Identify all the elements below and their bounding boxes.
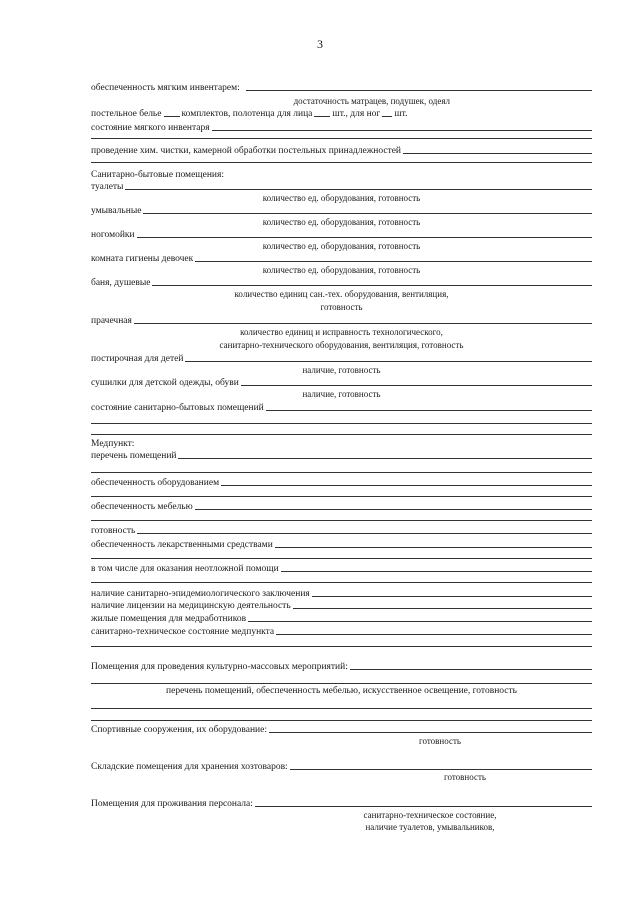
field-kids-laundry[interactable] <box>91 352 592 364</box>
blank-foot-towels[interactable] <box>382 116 392 117</box>
field-med-emergency[interactable] <box>91 562 592 574</box>
label-bedding-c: шт., для ног <box>332 108 381 119</box>
label-dry-clean: проведение хим. чистки, камерной обработки постельных принадлежностей <box>91 145 402 156</box>
caption-culture: перечень помещений, обеспеченность мебелью, искусственное освещение, готовность <box>166 686 517 696</box>
field-drying[interactable] <box>91 376 592 388</box>
label-bedding-a: постельное белье <box>91 108 162 119</box>
label-med-housing: жилые помещения для медработников <box>91 613 247 624</box>
field-storage[interactable] <box>91 760 592 772</box>
field-med-conclusion[interactable] <box>91 587 592 599</box>
field-culture[interactable] <box>91 660 592 672</box>
field-dry-clean[interactable] <box>91 144 592 156</box>
label-bath: баня, душевые <box>91 277 151 288</box>
field-staff[interactable] <box>91 797 592 809</box>
label-med-drugs: обеспеченность лекарственными средствами <box>91 539 273 550</box>
blank-line[interactable] <box>91 683 592 684</box>
caption-laundry-1: количество единиц и исправность технологического, <box>240 327 443 337</box>
section-medical-title <box>91 437 592 449</box>
field-girls-room[interactable] <box>91 252 592 264</box>
caption-staff-1: санитарно-техническое состояние, <box>363 810 497 820</box>
label-med-rooms: перечень помещений <box>91 450 177 461</box>
blank-line[interactable] <box>91 558 592 559</box>
blank-line[interactable] <box>91 520 592 521</box>
label-med-ready: готовность <box>91 525 136 536</box>
label-toilets: туалеты <box>91 181 124 192</box>
label-laundry: прачечная <box>91 315 132 326</box>
caption-bath-2: готовность <box>320 302 363 312</box>
field-sanitary-state[interactable] <box>91 401 592 413</box>
label-soft-inventory: обеспеченность мягким инвентарем: <box>91 82 240 93</box>
label-culture: Помещения для проведения культурно-массовых мероприятий: <box>91 661 348 672</box>
section-sanitary-title <box>91 168 592 180</box>
label-storage: Складские помещения для хранения хозтоваров: <box>91 761 288 772</box>
field-med-drugs[interactable] <box>91 538 592 550</box>
label-medical-title: Медпункт: <box>91 438 135 449</box>
field-laundry[interactable] <box>91 314 592 326</box>
caption-toilets: количество ед. оборудования, готовность <box>262 193 421 203</box>
caption-staff-2: наличие туалетов, умывальников, <box>365 822 495 832</box>
label-soft-state: состояние мягкого инвентаря <box>91 122 210 133</box>
label-sanitary-title: Санитарно-бытовые помещения: <box>91 169 224 180</box>
label-sanitary-state: состояние санитарно-бытовых помещений <box>91 402 264 413</box>
label-washrooms: умывальные <box>91 205 142 216</box>
caption-footbaths: количество ед. оборудования, готовность <box>262 241 421 251</box>
caption-laundry-2: санитарно-технического оборудования, вентиляция, готовность <box>219 340 464 350</box>
blank-line[interactable] <box>91 582 592 583</box>
label-med-conclusion: наличие санитарно-эпидемиологического заключения <box>91 588 310 599</box>
caption-storage: готовность <box>444 772 486 782</box>
caption-drying: наличие, готовность <box>302 389 381 399</box>
blank-line[interactable] <box>91 472 592 473</box>
field-med-license[interactable] <box>91 599 592 611</box>
blank-line[interactable] <box>91 720 592 721</box>
label-kids-laundry: постирочная для детей <box>91 353 184 364</box>
label-girls-room: комната гигиены девочек <box>91 253 194 264</box>
blank-line[interactable] <box>91 646 592 647</box>
blank-face-towels[interactable] <box>314 116 330 117</box>
label-sport: Спортивные сооружения, их оборудование: <box>91 724 267 735</box>
field-med-furniture[interactable] <box>91 500 592 512</box>
field-toilets[interactable] <box>91 180 592 192</box>
field-soft-state[interactable] <box>91 121 592 133</box>
field-med-equipment[interactable] <box>91 476 592 488</box>
page-number: 3 <box>317 37 323 51</box>
field-soft-inventory[interactable] <box>91 81 592 93</box>
blank-line[interactable] <box>91 423 592 424</box>
label-med-equipment: обеспеченность оборудованием <box>91 477 220 488</box>
blank-line[interactable] <box>91 496 592 497</box>
blank-line[interactable] <box>91 708 592 709</box>
caption-sport: готовность <box>419 736 461 746</box>
label-bedding-d: шт. <box>394 108 408 119</box>
label-bedding-b: комплектов, полотенца для лица <box>181 108 313 119</box>
field-med-ready[interactable] <box>91 524 592 536</box>
field-med-housing[interactable] <box>91 612 592 624</box>
label-med-state: санитарно-техническое состояние медпункта <box>91 626 275 637</box>
label-staff: Помещения для проживания персонала: <box>91 798 253 809</box>
field-bath[interactable] <box>91 276 592 288</box>
label-med-emergency: в том числе для оказания неотложной помощи <box>91 563 279 574</box>
field-footbaths[interactable] <box>91 228 592 240</box>
field-med-state[interactable] <box>91 625 592 637</box>
label-drying: сушилки для детской одежды, обуви <box>91 377 239 388</box>
caption-washrooms: количество ед. оборудования, готовность <box>262 217 421 227</box>
field-bedding[interactable] <box>91 107 592 119</box>
blank-line[interactable] <box>91 434 592 435</box>
blank-line[interactable] <box>91 138 592 139</box>
caption-kids-laundry: наличие, готовность <box>302 365 381 375</box>
label-med-license: наличие лицензии на медицинскую деятельность <box>91 600 291 611</box>
caption-bath-1: количество единиц сан.-тех. оборудования, вентиляция, <box>234 289 449 299</box>
blank-line[interactable] <box>91 162 592 163</box>
field-sport[interactable] <box>91 723 592 735</box>
field-washrooms[interactable] <box>91 204 592 216</box>
caption-girls-room: количество ед. оборудования, готовность <box>262 265 421 275</box>
blank-bedding-sets[interactable] <box>164 116 180 117</box>
caption-soft-inventory: достаточность матрацев, подушек, одеял <box>293 96 450 106</box>
label-footbaths: ногомойки <box>91 229 135 240</box>
label-med-furniture: обеспеченность мебелью <box>91 501 193 512</box>
field-med-rooms[interactable] <box>91 449 592 461</box>
